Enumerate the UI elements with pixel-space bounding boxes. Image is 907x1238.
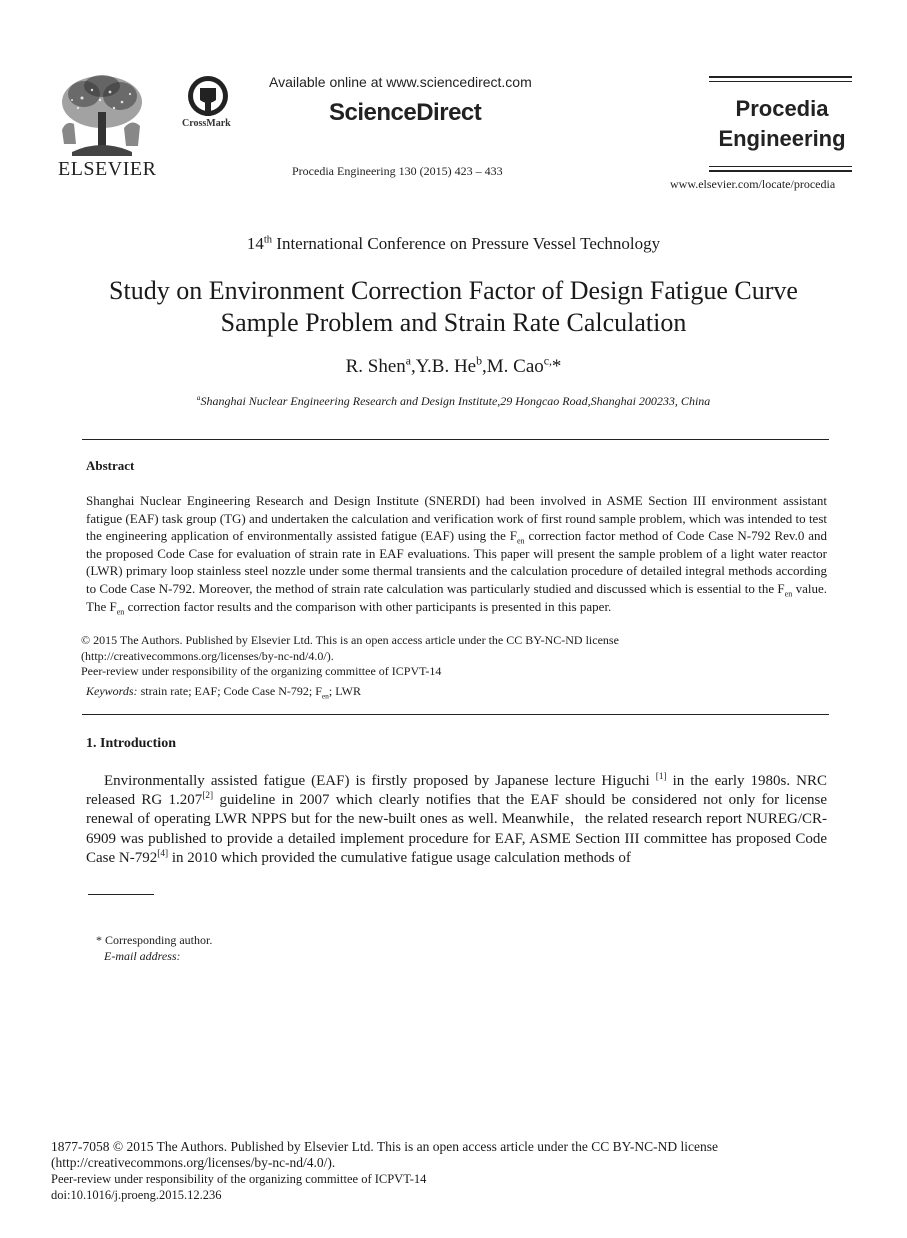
journal-url-link[interactable]: www.elsevier.com/locate/procedia (670, 177, 836, 191)
author-affil-mark: c, (543, 354, 552, 368)
conference-text: International Conference on Pressure Vessel Technology (272, 234, 661, 253)
journal-masthead-rule (709, 170, 852, 172)
conference-ordinal: th (263, 234, 273, 246)
abstract-run: correction factor method of Code Case N-792 Rev.0 and the proposed Code Case for evaluation of strain rate in EAF evaluations. This paper will present the sample problem of a light water reactor (LWR) primary loop stainless steel nozzle under some thermal transients and the calculation procedure of detailed integral methods according to Code Case N-792. Moreover, the method of strain rate calculation was particularly studied and discussed which is essential to the F (86, 528, 827, 596)
abstract-run: value. The F (86, 580, 827, 614)
author-affil-mark: b (476, 354, 482, 368)
keywords-text: ; LWR (328, 684, 362, 698)
abstract-run: Shanghai Nuclear Engineering Research and Design Institute (SNERDI) had been involved in ASME Section III environment assistant fatigue (EAF) task group (TG) and undertaken the calculation and verification work of first round sample problem, which was intended to test the engineering application of environmentally assisted fatigue (EAF) using the F (86, 493, 827, 544)
intro-run: in the early 1980s. NRC released RG 1.207 (86, 773, 827, 809)
section-divider (82, 714, 829, 715)
copyright-notice (81, 633, 841, 680)
subscript: en (116, 607, 125, 617)
journal-reference: Procedia Engineering 130 (2015) 423 – 433 (292, 164, 503, 178)
intro-run: in 2010 which provided the cumulative fatigue usage calculation methods of (168, 849, 631, 866)
footnote-text: Corresponding author. (105, 933, 213, 947)
author-affil-mark: a (405, 354, 411, 368)
license-link[interactable]: (http://creativecommons.org/licenses/by-nc-nd/4.0/). (51, 1155, 336, 1170)
author-name: ,M. Cao (482, 356, 544, 377)
article-metadata (51, 1139, 851, 1203)
citation-link[interactable]: [1] (655, 772, 667, 782)
citation-link[interactable]: [4] (157, 848, 169, 859)
section-divider (82, 439, 829, 440)
abstract-text (86, 492, 827, 615)
intro-run: guideline in 2007 which clearly notifies that the EAF should be considered not only for license renewal of operating LWR NPPS but for the new-built ones as well. Meanwhile，the related research report NUREG/CR-6909 was published to provide a detailed implement procedure for EAF, ASME Section III committee has proposed Code Case N-792 (86, 792, 828, 866)
keywords-label: Keywords: (86, 684, 138, 698)
footnote-corresponding (96, 933, 212, 948)
peer-review-line: Peer-review under responsibility of the organizing committee of ICPVT-14 (81, 664, 442, 678)
paper-title-line: Study on Environment Correction Factor of Design Fatigue Curve (109, 276, 798, 305)
footnote-divider (88, 894, 154, 895)
abstract-heading: Abstract (86, 458, 135, 473)
author-name: ,Y.B. He (411, 356, 477, 377)
journal-name (712, 94, 852, 154)
section-heading: 1. Introduction (86, 736, 176, 751)
introduction-text (86, 772, 827, 868)
issn-line: 1877-7058 © 2015 The Authors. Published by Elsevier Ltd. This is an open access article under the CC BY-NC-ND license (51, 1139, 719, 1154)
conference-name (0, 234, 907, 254)
journal-name-line: Procedia (735, 96, 829, 121)
paper-title-line: Sample Problem and Strain Rate Calculation (220, 308, 687, 337)
subscript: en (321, 691, 329, 701)
abstract-run: correction factor results and the comparison with other participants is presented in this paper. (124, 598, 612, 614)
paper-title (60, 275, 847, 339)
subscript: en (516, 536, 525, 546)
affiliation-mark: a (196, 393, 201, 402)
publisher-wordmark: ELSEVIER (58, 158, 157, 180)
sciencedirect-wordmark: ScienceDirect (329, 99, 482, 126)
conference-number: 14 (246, 234, 264, 253)
footnote-email-label: E-mail address: (104, 949, 181, 963)
keywords (86, 684, 361, 699)
copyright-line: © 2015 The Authors. Published by Elsevier Ltd. This is an open access article under the CC BY-NC-ND license (81, 633, 619, 647)
journal-masthead-rule (709, 76, 852, 78)
corresponding-star: * (551, 356, 562, 377)
crossmark-label: CrossMark (182, 118, 231, 129)
peer-review-line: Peer-review under responsibility of the organizing committee of ICPVT-14 (51, 1172, 427, 1186)
license-link[interactable]: (http://creativecommons.org/licenses/by-nc-nd/4.0/). (81, 648, 334, 663)
citation-link[interactable]: [2] (202, 791, 214, 802)
affiliation-text: Shanghai Nuclear Engineering Research and Design Institute,29 Hongcao Road,Shanghai 200233, China (200, 394, 711, 408)
journal-name-line: Engineering (718, 126, 846, 151)
journal-masthead-rule (709, 166, 852, 167)
footnote-star: * (96, 933, 105, 947)
author-name: R. Shen (345, 356, 406, 377)
keywords-text: strain rate; EAF; Code Case N-792; F (137, 684, 322, 698)
available-online-text: Available online at www.sciencedirect.com (269, 74, 532, 90)
intro-run: Environmentally assisted fatigue (EAF) is firstly proposed by Japanese lecture Higuchi (104, 773, 656, 789)
author-list (0, 356, 907, 378)
subscript: en (784, 589, 793, 599)
journal-masthead-rule (709, 81, 852, 82)
affiliation (0, 394, 907, 409)
doi-link[interactable]: doi:10.1016/j.proeng.2015.12.236 (51, 1188, 222, 1202)
